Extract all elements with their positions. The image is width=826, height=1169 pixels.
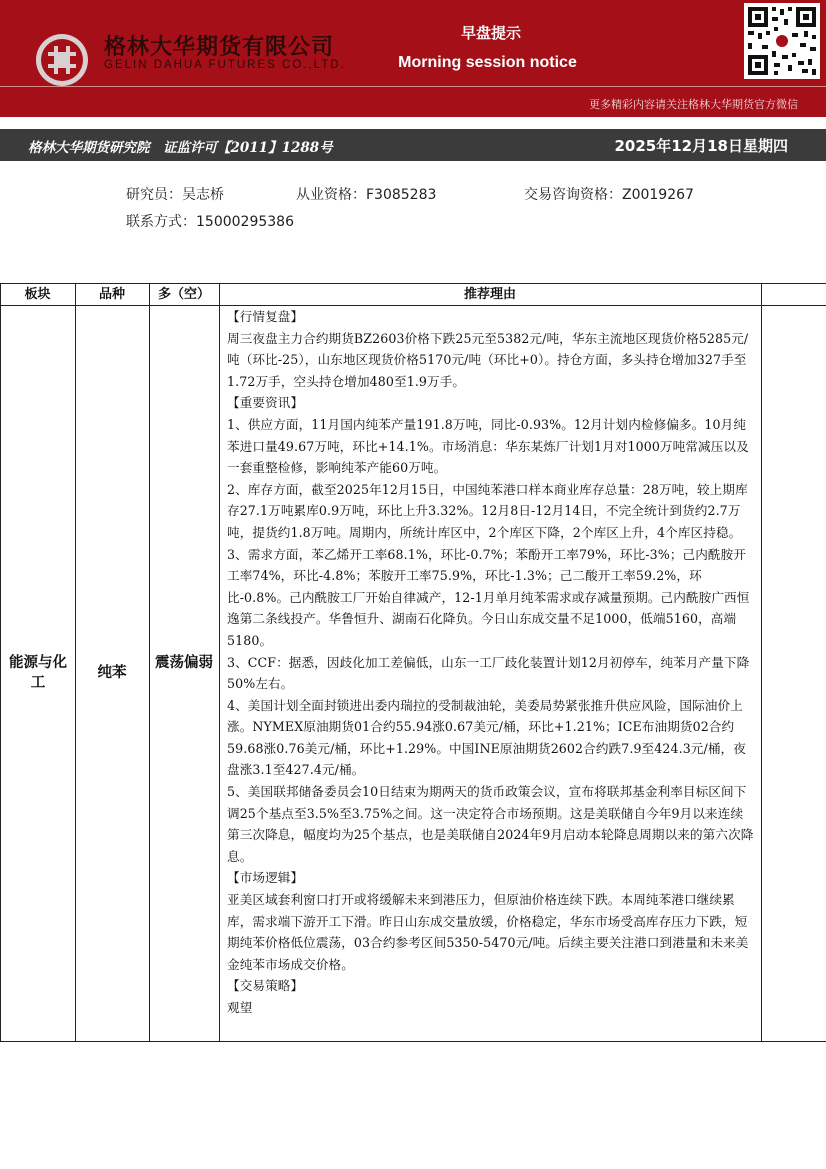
table-header-row (0, 283, 826, 306)
section-heading-news: 【重要资讯】 (227, 395, 304, 411)
company-name-en: GELIN DAHUA FUTURES CO.,LTD. (104, 59, 346, 71)
company-logo-icon (34, 32, 90, 88)
header-reason: 推荐理由 (463, 287, 516, 302)
reason-paragraph: 亚美区域套利窗口打开或将缓解未来到港压力，但原油价格连续下跌。本周纯苯港口继续累库，需求端下游开工下滑。昨日山东成交量放缓，价格稳定，华东市场受高库存压力下跌，短期纯苯价格低位震荡，03合约参考区间5350-5470元/吨。后续主要关注港口到港量和未来美金纯苯市场成交价格。 (227, 892, 749, 972)
company-name-cn: 格林大华期货有限公司 (104, 35, 335, 60)
section-heading-review: 【行情复盘】 (227, 309, 304, 324)
reason-paragraph: 4、美国计划全面封锁进出委内瑞拉的受制裁油轮，美委局势紧张推升供应风险，国际油价上涨。NYMEX原油期货01合约55.94涨0.67美元/桶，环比+1.21%；ICE布油期货02合约59.68涨0.76美元/桶，环比+1.29%。中国INE原油期货2602合约跌7.9至424.3元/桶，夜盘涨3.1至427.4元/桶。 (227, 697, 746, 778)
consult-qualification: 交易咨询资格：Z0019267 (524, 187, 694, 203)
direction-cell: 震荡偏弱 (155, 655, 213, 671)
banner-divider (0, 86, 826, 87)
section-heading-logic: 【市场逻辑】 (227, 870, 304, 886)
header-direction: 多（空） (157, 287, 210, 302)
sector-cell: 能源与化工 (9, 655, 67, 691)
notice-title-en: Morning session notice (398, 54, 577, 71)
reason-paragraph: 3、CCF：据悉，因歧化加工差偏低，山东一工厂歧化装置计划12月初停车，纯苯月产量下降50%左右。 (227, 654, 750, 692)
institute-bar (0, 129, 826, 161)
header-variety: 品种 (98, 287, 125, 302)
table-border-bottom (0, 1041, 826, 1042)
qr-code-icon (744, 3, 820, 79)
researcher-name: 研究员：吴志桥 (126, 187, 224, 203)
reason-paragraph: 2、库存方面，截至2025年12月15日，中国纯苯港口样本商业库存总量：28万吨，较上期库存27.1万吨累库0.9万吨，环比上升3.32%。12月8日-12月14日，不完全统计到货约2.7万吨，提货约1.8万吨。周期内，所统计库区中，2个库区下降，2个库区上升，4个库区持稳。 (227, 481, 748, 540)
reason-paragraph: 3、需求方面，苯乙烯开工率68.1%，环比-0.7%；苯酚开工率79%，环比-3%；己内酰胺开工率74%，环比-4.8%；苯胺开工率75.9%，环比-1.3%；己二酸开工率59.2%，环比-0.8%。己内酰胺工厂开始自律减产，12-1月单月纯苯需求或存减量预期。己内酰胺广西恒逸第二条线投产。华鲁恒升、湖南石化降负。今日山东成交量不足1000，低端5160，高端5180。 (227, 546, 750, 648)
reason-paragraph: 5、美国联邦储备委员会10日结束为期两天的货币政策会议，宣布将联邦基金利率目标区间下调25个基点至3.5%至3.75%之间。这一决定符合市场预期。这是美联储自今年9月以来连续第三次降息，幅度均为25个基点，也是美联储自2024年9月启动本轮降息周期以来的第六次降息。 (227, 784, 754, 864)
header-sector: 板块 (24, 287, 51, 302)
section-heading-strategy: 【交易策略】 (227, 978, 304, 994)
practice-qualification: 从业资格：F3085283 (296, 187, 437, 203)
report-date: 2025年12月18日星期四 (614, 137, 788, 155)
table-border-left (0, 283, 1, 1042)
reason-cell (227, 306, 755, 1019)
variety-cell: 纯苯 (97, 665, 127, 681)
column-divider (219, 283, 220, 1042)
column-divider (75, 283, 76, 1042)
column-divider (761, 283, 762, 1042)
contact-info: 联系方式：15000295386 (126, 214, 294, 230)
strategy-text: 观望 (227, 1000, 253, 1015)
header-banner (0, 0, 826, 117)
wechat-note: 更多精彩内容请关注格林大华期货官方微信 (589, 98, 798, 111)
notice-title-cn: 早盘提示 (460, 24, 521, 42)
institute-name: 格林大华期货研究院 证监许可【2011】1288号 (28, 140, 333, 156)
reason-paragraph: 1、供应方面，11月国内纯苯产量191.8万吨，同比-0.93%。12月计划内检修偏多。10月纯苯进口量49.67万吨，环比+14.1%。市场消息：华东某炼厂计划1月对1000万吨常减压以及一套重整检修，影响纯苯产能60万吨。 (227, 416, 749, 476)
column-divider (149, 283, 150, 1042)
reason-paragraph: 周三夜盘主力合约期货BZ2603价格下跌25元至5382元/吨，华东主流地区现货价格5285元/吨（环比-25），山东地区现货价格5170元/吨（环比+0）。持仓方面，多头持仓增加327手至1.72万手，空头持仓增加480至1.9万手。 (227, 330, 749, 389)
